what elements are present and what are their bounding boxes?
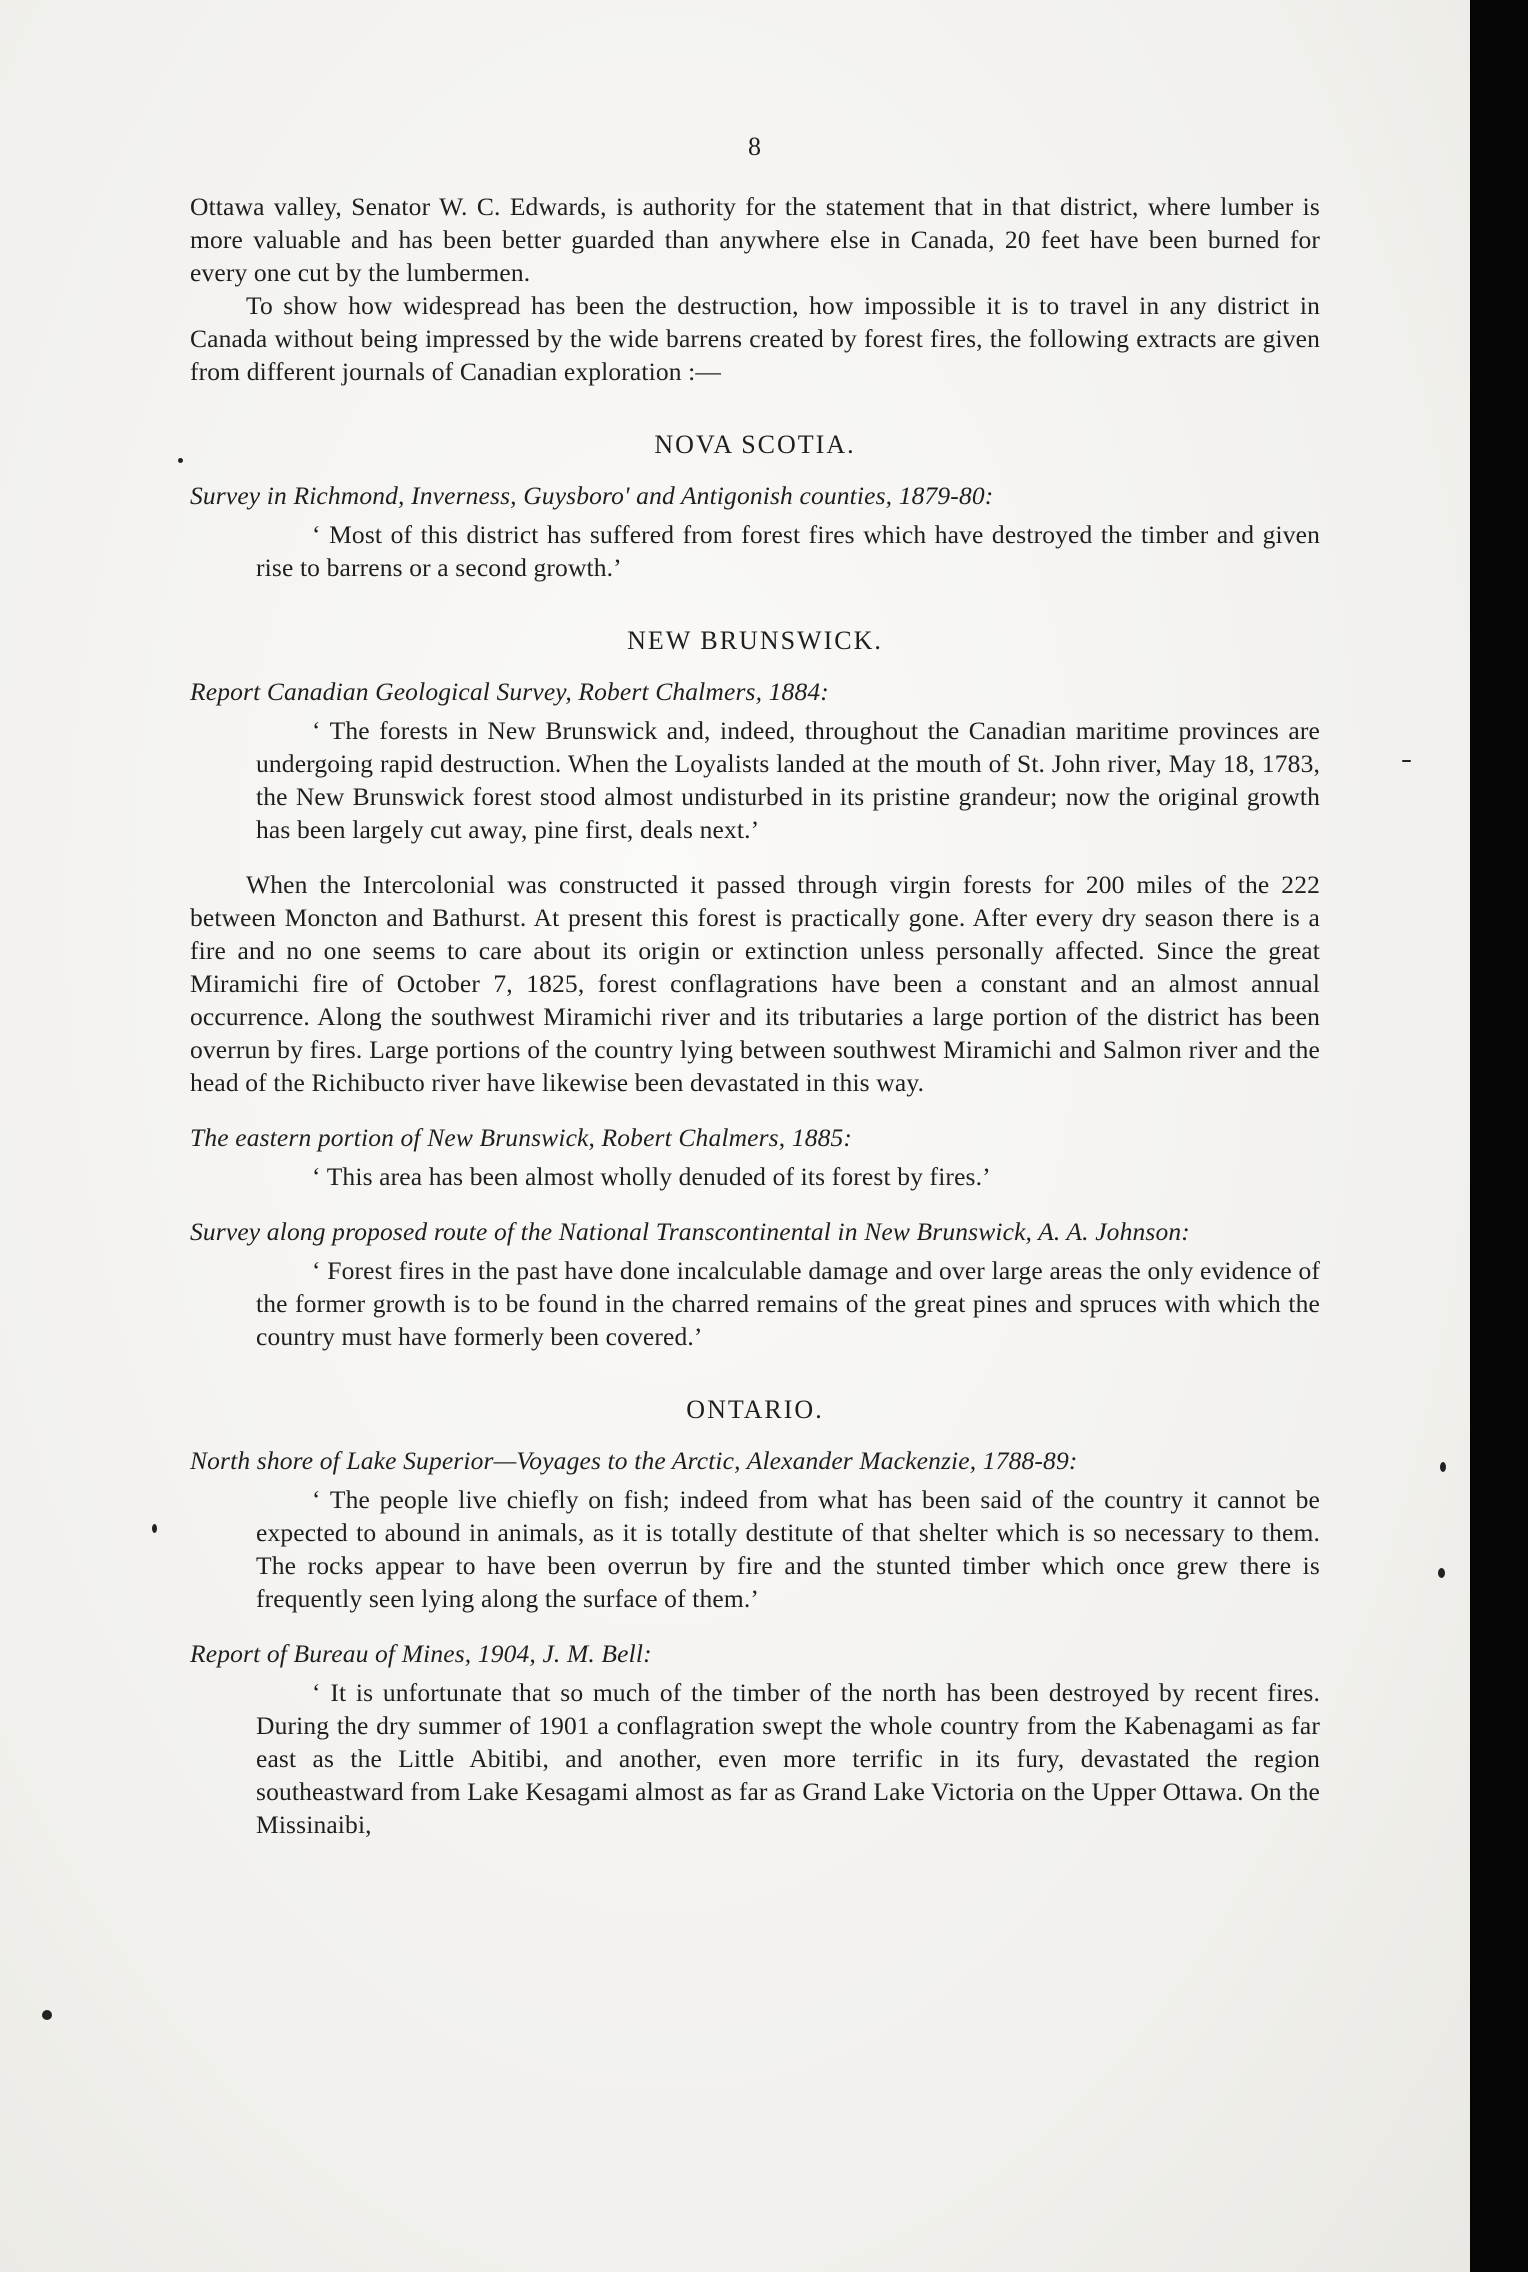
quote-block [190,1676,1320,1841]
intro-paragraph-1: Ottawa valley, Senator W. C. Edwards, is authority for the statement that in that district, where lumber is more valuable and has been better guarded than anywhere else in Canada, 20 feet have been burned for every one cut by the lumbermen. [190,192,1320,287]
scan-speck [178,458,183,463]
scan-speck [1438,1568,1445,1578]
page-number: 8 [748,132,761,161]
quote-block [190,714,1320,846]
scan-speck [1402,760,1411,762]
scan-speck [152,1524,157,1533]
section-heading-nova-scotia: NOVA SCOTIA. [654,430,856,459]
source-citation: The eastern portion of New Brunswick, Robert Chalmers, 1885: [190,1123,853,1152]
scan-border [1470,0,1528,2272]
quote-text: ‘ The forests in New Brunswick and, indeed, throughout the Canadian maritime provinces are undergoing rapid destruction. When the Loyalists landed at the mouth of St. John river, May 18, 1783, the New Brunswick forest stood almost undisturbed in its pristine grandeur; now the original growth has been largely cut away, pine first, deals next.’ [256,716,1320,844]
page-body [190,190,1320,1841]
quote-text: ‘ This area has been almost wholly denuded of its forest by fires.’ [312,1162,991,1191]
source-citation: Report Canadian Geological Survey, Robert Chalmers, 1884: [190,677,829,706]
quote-block [190,518,1320,584]
quote-text: ‘ Forest fires in the past have done incalculable damage and over large areas the only evidence of the former growth is to be found in the charred remains of the great pines and spruces with which the country must have formerly been covered.’ [256,1256,1320,1351]
quote-text: ‘ The people live chiefly on fish; indeed from what has been said of the country it cannot be expected to abound in animals, as it is totally destitute of that shelter which is so necessary to them. The rocks appear to have been overrun by fire and the stunted timber which once grew there is frequently seen lying along the surface of them.’ [256,1485,1320,1613]
source-citation: Report of Bureau of Mines, 1904, J. M. Bell: [190,1639,652,1668]
quote-text: ‘ It is unfortunate that so much of the timber of the north has been destroyed by recent fires. During the dry summer of 1901 a conflagration swept the whole country from the Kabenagami as far east as the Little Abitibi, and another, even more terrific in its fury, devastated the region southeastward from Lake Kesagami almost as far as Grand Lake Victoria on the Upper Ottawa. On the Missinaibi, [256,1678,1320,1839]
body-paragraph: When the Intercolonial was constructed it passed through virgin forests for 200 miles of the 222 between Moncton and Bathurst. At present this forest is practically gone. After every dry season there is a fire and no one seems to care about its origin or extinction unless personally affected. Since the great Miramichi fire of October 7, 1825, forest conflagrations have been a constant and an almost annual occurrence. Along the southwest Miramichi river and its tributaries a large portion of the district has been overrun by fires. Large portions of the country lying between southwest Miramichi and Salmon river and the head of the Richibucto river have likewise been devastated in this way. [190,870,1320,1097]
quote-text: ‘ Most of this district has suffered from forest fires which have destroyed the timber and given rise to barrens or a second growth.’ [256,520,1320,582]
source-citation: Survey along proposed route of the National Transcontinental in New Brunswick, A. A. Johnson: [190,1217,1190,1246]
scan-speck [1440,1462,1446,1472]
quote-block [190,1483,1320,1615]
source-citation: North shore of Lake Superior—Voyages to the Arctic, Alexander Mackenzie, 1788-89: [190,1446,1078,1475]
quote-block [190,1160,1320,1193]
source-citation: Survey in Richmond, Inverness, Guysboro' and Antigonish counties, 1879-80: [190,481,994,510]
quote-block [190,1254,1320,1353]
intro-paragraph-2: To show how widespread has been the destruction, how impossible it is to travel in any district in Canada without being impressed by the wide barrens created by forest fires, the following extracts are given from different journals of Canadian exploration :— [190,291,1320,386]
section-heading-ontario: ONTARIO. [686,1395,824,1424]
scan-speck [42,2010,52,2020]
section-heading-new-brunswick: NEW BRUNSWICK. [627,626,883,655]
